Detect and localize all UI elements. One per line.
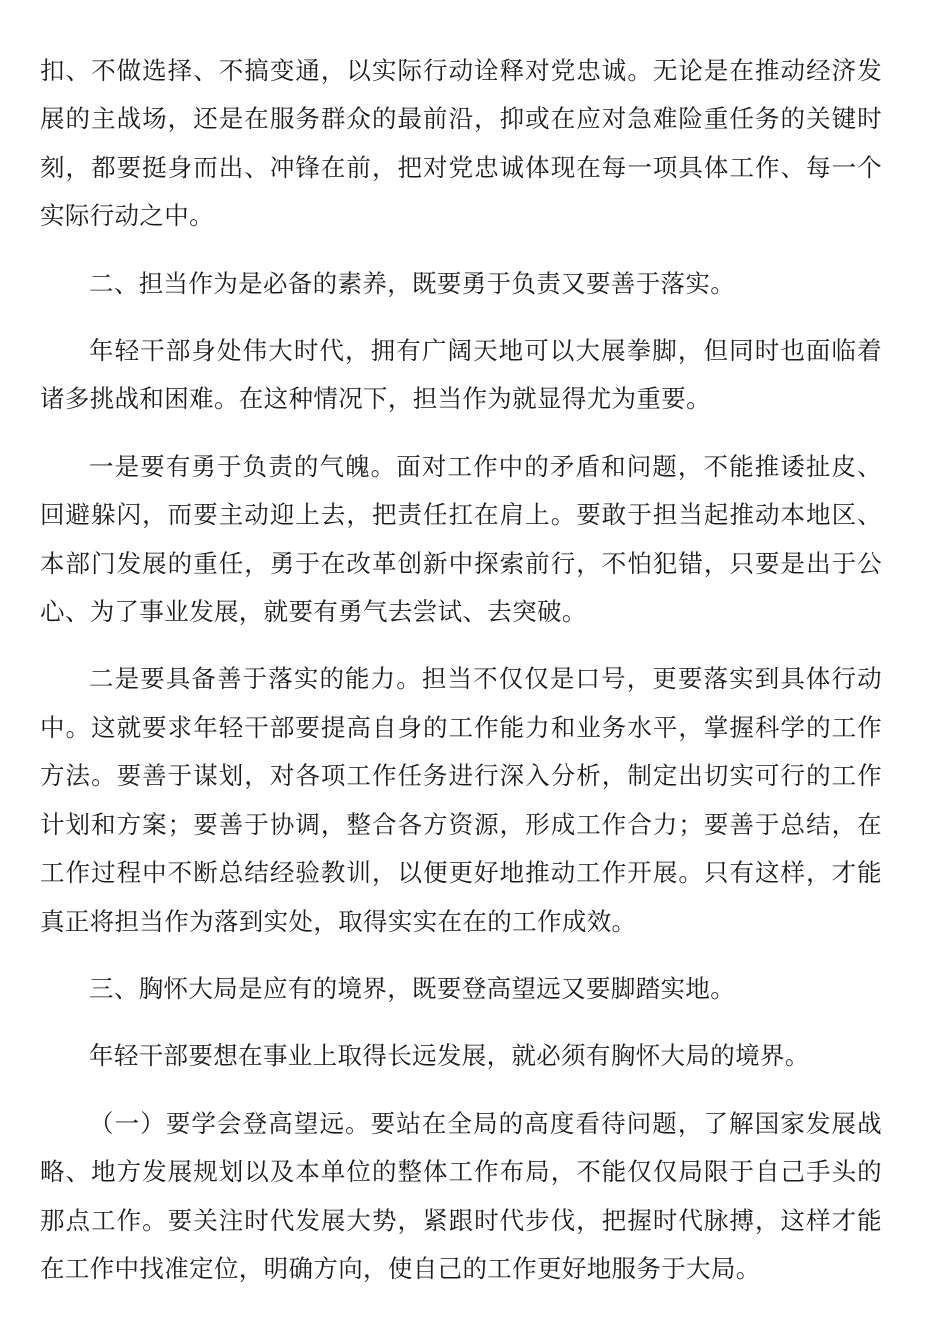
paragraph-continuation: 扣、不做选择、不搞变通，以实际行动诠释对党忠诚。无论是在推动经济发展的主战场，还是在服务群众的最前沿，抑或在应对急难险重任务的关键时刻，都要挺身而出、冲锋在前，把对党忠诚体现在每一项具体工作、每一个实际行动之中。 (40, 56, 882, 231)
paragraph-point-2: 二是要具备善于落实的能力。担当不仅仅是口号，更要落实到具体行动中。这就要求年轻干部要提高自身的工作能力和业务水平，掌握科学的工作方法。要善于谋划，对各项工作任务进行深入分析，制定出切实可行的工作计划和方案；要善于协调，整合各方资源，形成工作合力；要善于总结，在工作过程中不断总结经验教训，以便更好地推动工作开展。只有这样，才能真正将担当作为落到实处，取得实实在在的工作成效。 (40, 664, 882, 936)
paragraph-point-1: 一是要有勇于负责的气魄。面对工作中的矛盾和问题，不能推诿扯皮、回避躲闪，而要主动迎上去，把责任扛在肩上。要敢于担当起推动本地区、本部门发展的重任，勇于在改革创新中探索前行，不怕犯错，只要是出于公心、为了事业发展，就要有勇气去尝试、去突破。 (40, 451, 882, 627)
paragraph-intro-2: 年轻干部身处伟大时代，拥有广阔天地可以大展拳脚，但同时也面临着诸多挑战和困难。在这种情况下，担当作为就显得尤为重要。 (40, 336, 882, 414)
section-heading-2: 二、担当作为是必备的素养，既要勇于负责又要善于落实。 (89, 268, 736, 298)
section-heading-3: 三、胸怀大局是应有的境界，既要登高望远又要脚踏实地。 (89, 973, 736, 1003)
document-page (40, 47, 882, 1312)
paragraph-intro-3: 年轻干部要想在事业上取得长远发展，就必须有胸怀大局的境界。 (89, 1041, 810, 1071)
paragraph-subpoint-1: （一）要学会登高望远。要站在全局的高度看待问题，了解国家发展战略、地方发展规划以及本单位的整体工作布局，不能仅仅局限于自己手头的那点工作。要关注时代发展大势，紧跟时代步伐，把握时代脉搏，这样才能在工作中找准定位，明确方向，使自己的工作更好地服务于大局。 (40, 1108, 882, 1283)
